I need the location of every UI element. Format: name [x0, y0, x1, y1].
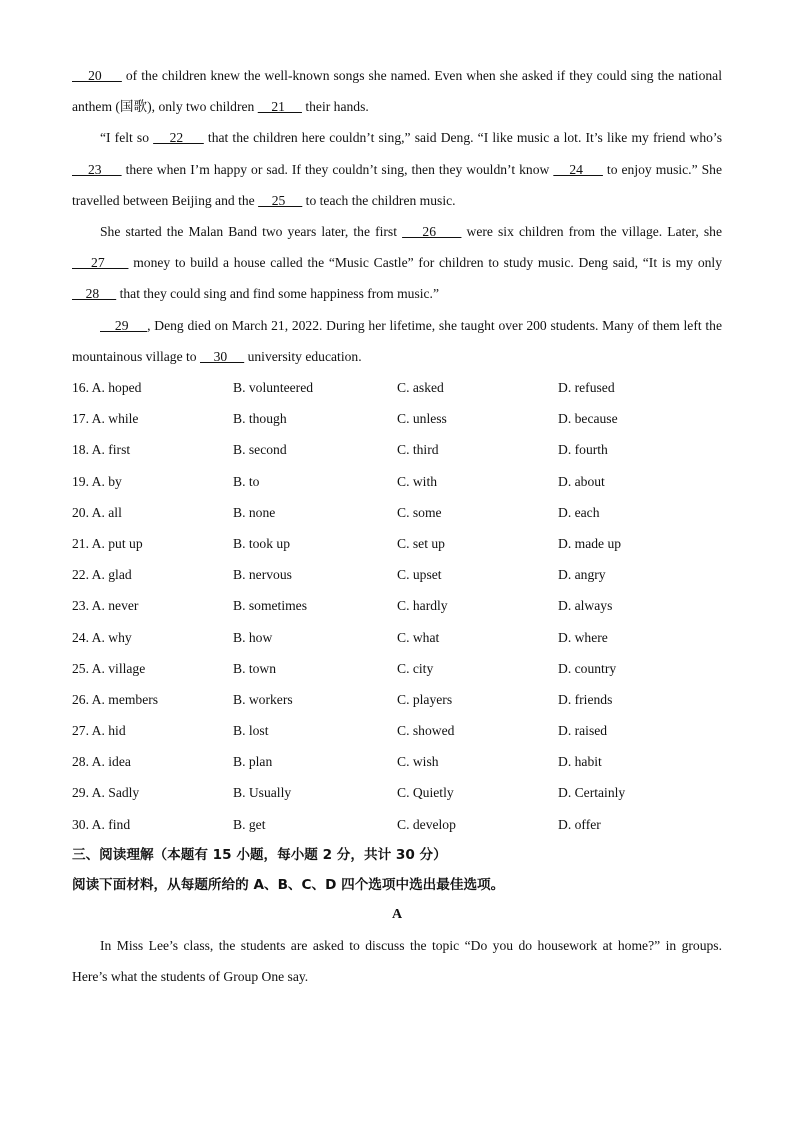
- passage-paragraph-1: [72, 60, 722, 122]
- option-choice-c: C. showed: [397, 723, 455, 739]
- option-choice-d: D. fourth: [558, 442, 608, 458]
- exam-page: [72, 60, 722, 992]
- question-option-row: [72, 372, 722, 403]
- section-instruction: 阅读下面材料，从每题所给的 A、B、C、D 四个选项中选出最佳选项。: [72, 876, 505, 893]
- option-choice-b: B. volunteered: [233, 380, 314, 396]
- part-label: A: [391, 906, 403, 922]
- blank-27: 27: [72, 255, 129, 271]
- blank-30: 30: [200, 348, 245, 364]
- option-choice-b: B. took up: [233, 535, 291, 551]
- passage-paragraph-2: [72, 122, 722, 216]
- option-choice-c: C. set up: [397, 535, 445, 551]
- option-choice-a: 17. A. while: [72, 411, 139, 427]
- blank-24: 24: [553, 161, 603, 177]
- blank-20: 20: [72, 68, 122, 83]
- passage-text: “I felt so: [100, 130, 154, 146]
- option-choice-d: D. habit: [558, 754, 602, 770]
- option-choice-d: D. each: [558, 504, 600, 520]
- blank-26: 26: [402, 224, 462, 240]
- passage-text: to teach the children music.: [302, 192, 456, 208]
- reading-intro: In Miss Lee’s class, the students are asked to discuss the topic “Do you do housework at home?” in groups. Here’s what the students of Group One say.: [72, 937, 722, 985]
- option-choice-b: B. town: [233, 660, 277, 676]
- option-choice-c: C. third: [397, 442, 439, 458]
- option-choice-d: D. about: [558, 473, 605, 489]
- question-option-row: [72, 528, 722, 559]
- section-heading: 三、阅读理解（本题有 15 小题，每小题 2 分，共计 30 分）: [72, 846, 447, 863]
- question-option-row: [72, 497, 722, 528]
- option-choice-b: B. to: [233, 473, 260, 489]
- option-choice-c: C. unless: [397, 411, 447, 427]
- option-choice-a: 20. A. all: [72, 504, 122, 520]
- option-choice-d: D. refused: [558, 380, 615, 396]
- option-choice-d: D. raised: [558, 723, 608, 739]
- option-choice-b: B. though: [233, 411, 287, 427]
- blank-21: 21: [257, 99, 302, 115]
- answer-options-list: [72, 372, 722, 840]
- option-choice-a: 23. A. never: [72, 598, 139, 614]
- passage-text: university education.: [244, 348, 362, 364]
- option-choice-d: D. because: [558, 411, 618, 427]
- passage-paragraph-3: [72, 216, 722, 310]
- option-choice-c: C. hardly: [397, 598, 448, 614]
- option-choice-d: D. made up: [558, 535, 622, 551]
- option-choice-c: C. players: [397, 691, 453, 707]
- question-option-row: [72, 809, 722, 840]
- option-choice-d: D. country: [558, 660, 617, 676]
- option-choice-d: D. offer: [558, 816, 601, 832]
- question-option-row: [72, 746, 722, 777]
- option-choice-b: B. sometimes: [233, 598, 308, 614]
- passage-text: their hands.: [301, 99, 369, 115]
- option-choice-c: C. some: [397, 504, 442, 520]
- option-choice-c: C. wish: [397, 754, 439, 770]
- option-choice-a: 30. A. find: [72, 816, 131, 832]
- option-choice-c: C. city: [397, 660, 434, 676]
- option-choice-b: B. lost: [233, 723, 269, 739]
- blank-23: 23: [72, 161, 122, 177]
- option-choice-c: C. what: [397, 629, 440, 645]
- option-choice-d: D. angry: [558, 567, 606, 583]
- option-choice-a: 19. A. by: [72, 473, 122, 489]
- question-option-row: [72, 622, 722, 653]
- passage-paragraph-4: [72, 310, 722, 372]
- option-choice-a: 21. A. put up: [72, 535, 143, 551]
- passage-text: that the children here couldn’t sing,” said Deng. “I like music a lot. It’s like my friend who’s: [203, 130, 722, 146]
- question-option-row: [72, 684, 722, 715]
- option-choice-a: 16. A. hoped: [72, 380, 142, 396]
- option-choice-b: B. how: [233, 629, 273, 645]
- option-choice-a: 27. A. hid: [72, 723, 126, 739]
- option-choice-c: C. develop: [397, 816, 456, 832]
- passage-text: of the children knew the well-known songs she named. Even when she asked if they could sing the national anthem (国歌), only two children: [72, 68, 722, 115]
- option-choice-a: 26. A. members: [72, 691, 159, 707]
- option-choice-b: B. get: [233, 816, 266, 832]
- passage-text: there when I’m happy or sad. If they couldn’t sing, then they wouldn’t know: [121, 161, 554, 177]
- option-choice-d: D. where: [558, 629, 608, 645]
- option-choice-d: D. always: [558, 598, 613, 614]
- option-choice-b: B. Usually: [233, 785, 292, 801]
- option-choice-b: B. nervous: [233, 567, 292, 583]
- passage-text: She started the Malan Band two years later, the first: [100, 224, 403, 240]
- question-option-row: [72, 434, 722, 465]
- option-choice-a: 25. A. village: [72, 660, 146, 676]
- passage-text: to enjoy music.” She travelled between Beijing and the: [72, 161, 722, 208]
- option-choice-d: D. Certainly: [558, 785, 626, 801]
- passage-text: were six children from the village. Later, she: [461, 224, 722, 240]
- question-option-row: [72, 590, 722, 621]
- option-choice-c: C. asked: [397, 380, 444, 396]
- option-choice-a: 22. A. glad: [72, 567, 132, 583]
- option-choice-a: 18. A. first: [72, 442, 131, 458]
- question-option-row: [72, 653, 722, 684]
- option-choice-c: C. with: [397, 473, 438, 489]
- option-choice-b: B. plan: [233, 754, 273, 770]
- option-choice-a: 28. A. idea: [72, 754, 131, 770]
- question-option-row: [72, 466, 722, 497]
- blank-25: 25: [258, 192, 303, 208]
- passage-text: that they could sing and find some happiness from music.”: [116, 286, 439, 302]
- option-choice-b: B. workers: [233, 691, 293, 707]
- option-choice-a: 24. A. why: [72, 629, 132, 645]
- blank-22: 22: [153, 130, 204, 146]
- blank-28: 28: [72, 286, 117, 302]
- option-choice-c: C. Quietly: [397, 785, 454, 801]
- option-choice-b: B. second: [233, 442, 287, 458]
- question-option-row: [72, 715, 722, 746]
- option-choice-d: D. friends: [558, 691, 613, 707]
- question-option-row: [72, 777, 722, 808]
- passage-text: , Deng died on March 21, 2022. During her lifetime, she taught over 200 students. Many of them left the mountainous village to: [72, 317, 722, 364]
- passage-text: money to build a house called the “Music Castle” for children to study music. Deng said, “It is my only: [128, 255, 722, 271]
- option-choice-c: C. upset: [397, 567, 442, 583]
- blank-29: 29: [100, 317, 148, 333]
- question-option-row: [72, 403, 722, 434]
- question-option-row: [72, 559, 722, 590]
- option-choice-a: 29. A. Sadly: [72, 785, 140, 801]
- option-choice-b: B. none: [233, 504, 276, 520]
